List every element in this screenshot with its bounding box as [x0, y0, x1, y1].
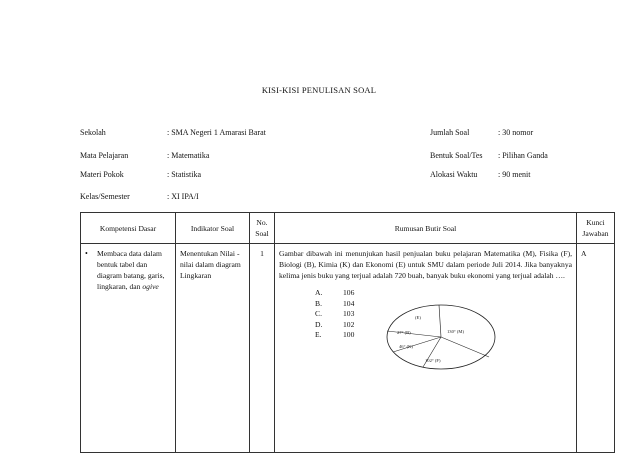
cell-kompetensi — [81, 244, 176, 453]
header-indikator: Indikator Soal — [176, 213, 250, 244]
pie-label-k: 46° (K) — [399, 344, 413, 349]
meta-value: : XI IPA/I — [167, 192, 199, 201]
meta-materi-pokok — [80, 170, 201, 179]
pie-label-b: 27° (B) — [397, 330, 411, 335]
option-letter: C. — [315, 309, 322, 318]
meta-label: Materi Pokok — [80, 170, 124, 179]
table-row — [81, 244, 615, 453]
meta-label: Alokasi Waktu — [430, 170, 478, 179]
option-value: 106 — [343, 288, 355, 297]
meta-value: : Statistika — [167, 170, 201, 179]
meta-label: Jumlah Soal — [430, 128, 470, 137]
meta-value: : Matematika — [167, 151, 210, 160]
header-no-line1: No. — [256, 218, 268, 227]
header-rumusan: Rumusan Butir Soal — [275, 213, 577, 244]
header-kunci-line1: Kunci — [586, 218, 605, 227]
meta-label: Mata Pelajaran — [80, 151, 129, 160]
meta-label: Bentuk Soal/Tes — [430, 151, 483, 160]
kompetensi-text — [97, 248, 171, 292]
meta-sekolah — [80, 128, 266, 137]
meta-alokasi-waktu — [430, 170, 530, 179]
meta-label: Kelas/Semester — [80, 192, 130, 201]
option-letter: D. — [315, 319, 323, 329]
kompetensi-plain: Membaca data dalam bentuk tabel dan diagram batang, garis, lingkaran, dan — [97, 249, 165, 291]
pie-label-m: 130° (M) — [447, 329, 465, 334]
kompetensi-ogive: ogive — [142, 282, 159, 291]
pie-label-e: (E) — [415, 315, 421, 320]
option-letter: B. — [315, 298, 322, 308]
bullet: • — [85, 249, 88, 258]
cell-no: 1 — [250, 244, 275, 453]
meta-value: : 90 menit — [498, 170, 531, 179]
option-value: 102 — [343, 319, 355, 329]
meta-bentuk-soal — [430, 151, 548, 160]
header-kunci-line2: Jawaban — [582, 229, 609, 238]
table-header-row — [81, 213, 615, 244]
kisi-kisi-table — [80, 212, 615, 453]
meta-value: : SMA Negeri 1 Amarasi Barat — [167, 128, 266, 137]
meta-value: : Pilihan Ganda — [498, 151, 548, 160]
question-text: Gambar dibawah ini menunjukan hasil penjualan buku pelajaran Matematika (M), Fisika (F), Biologi (B), Kimia (K) dan Ekonomi (E) untuk SMU dalam periode Juli 2014. Jika banyaknya kelima jenis buku yang terjual adalah 720 buah, banyak buku ekonomi yang terjual adalah …. — [279, 249, 572, 280]
meta-jumlah-soal — [430, 128, 533, 137]
option-letter: A. — [315, 288, 323, 297]
option-value: 103 — [343, 309, 355, 318]
pie-label-f: 102° (F) — [425, 358, 441, 363]
option-value: 100 — [343, 330, 355, 339]
header-kompetensi: Kompetensi Dasar — [81, 213, 176, 244]
meta-label: Sekolah — [80, 128, 106, 137]
cell-indikator: Menentukan Nilai - nilai dalam diagram Lingkaran — [176, 244, 250, 453]
option-a — [315, 287, 572, 298]
meta-mata-pelajaran — [80, 151, 209, 160]
meta-kelas-semester — [80, 192, 199, 201]
document-title: KISI-KISI PENULISAN SOAL — [261, 85, 377, 95]
header-no-line2: Soal — [255, 229, 269, 238]
cell-kunci: A — [577, 244, 615, 453]
meta-value: : 30 nomor — [498, 128, 534, 137]
option-value: 104 — [343, 298, 355, 308]
header-kunci — [577, 213, 615, 244]
pie-chart — [385, 303, 497, 371]
option-letter: E. — [315, 330, 322, 339]
header-no-soal — [250, 213, 275, 244]
